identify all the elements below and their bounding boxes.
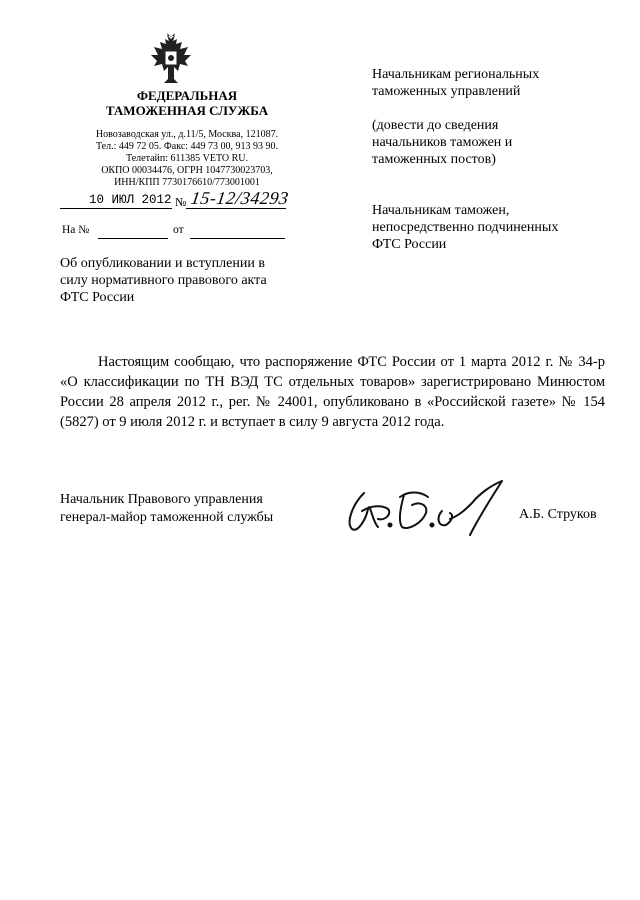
org-okpo-ogrn: ОКПО 00034476, ОГРН 1047730023703,: [101, 165, 273, 176]
recipient2-line1: Начальникам таможен,: [372, 203, 510, 218]
recipient2-line2: непосредственно подчиненных: [372, 220, 559, 235]
handwritten-signature: [342, 475, 517, 555]
recipient-note-line3: таможенных постов): [372, 152, 496, 167]
subject-line1: Об опубликовании и вступлении в: [60, 256, 265, 271]
reference-number-label: На №: [62, 224, 90, 236]
org-teletype: Телетайп: 611385 VETO RU.: [125, 153, 248, 164]
signatory-title-line1: Начальник Правового управления: [60, 492, 263, 507]
recipient-note-line2: начальников таможен и: [372, 135, 513, 150]
reference-date-label: от: [173, 224, 184, 236]
org-name-line1: ФЕДЕРАЛЬНАЯ: [136, 88, 238, 103]
subject-line3: ФТС России: [60, 290, 135, 305]
number-underline: [186, 208, 286, 209]
date-stamp: 10 ИЮЛ 2012: [89, 193, 172, 207]
double-headed-eagle-emblem-icon: [148, 33, 194, 85]
reference-number-line: [98, 238, 168, 239]
recipient2-line3: ФТС России: [372, 237, 447, 252]
org-inn-kpp: ИНН/КПП 7730176610/773001001: [114, 177, 260, 188]
recipient-note-line1: (довести до сведения: [372, 118, 499, 133]
body-paragraph: Настоящим сообщаю, что распоряжение ФТС России от 1 марта 2012 г. № 34-р «О классификации по ТН ВЭД ТС отдельных товаров» зарегистрировано Минюстом России 28 апреля 2012 г., рег. № 24001, опубликовано в «Российской газете» № 154 (5827) от 9 июля 2012 г. и вступает в силу 9 августа 2012 года.: [60, 354, 605, 430]
outgoing-number: 15-12/34293: [189, 188, 290, 208]
number-sign: №: [175, 195, 187, 209]
reference-date-line: [190, 238, 285, 239]
date-underline: [60, 208, 172, 209]
recipient1-line2: таможенных управлений: [372, 84, 521, 99]
org-phone: Тел.: 449 72 05. Факс: 449 73 00, 913 93 90.: [95, 141, 279, 152]
signatory-title-line2: генерал-майор таможенной службы: [60, 510, 274, 525]
recipient1-line1: Начальникам региональных: [372, 67, 540, 82]
signatory-name: А.Б. Струков: [519, 507, 597, 522]
org-name-line2: ТАМОЖЕННАЯ СЛУЖБА: [105, 103, 269, 118]
org-address: Новозаводская ул., д.11/5, Москва, 121087.: [95, 129, 279, 140]
subject-line2: силу нормативного правового акта: [60, 273, 267, 288]
